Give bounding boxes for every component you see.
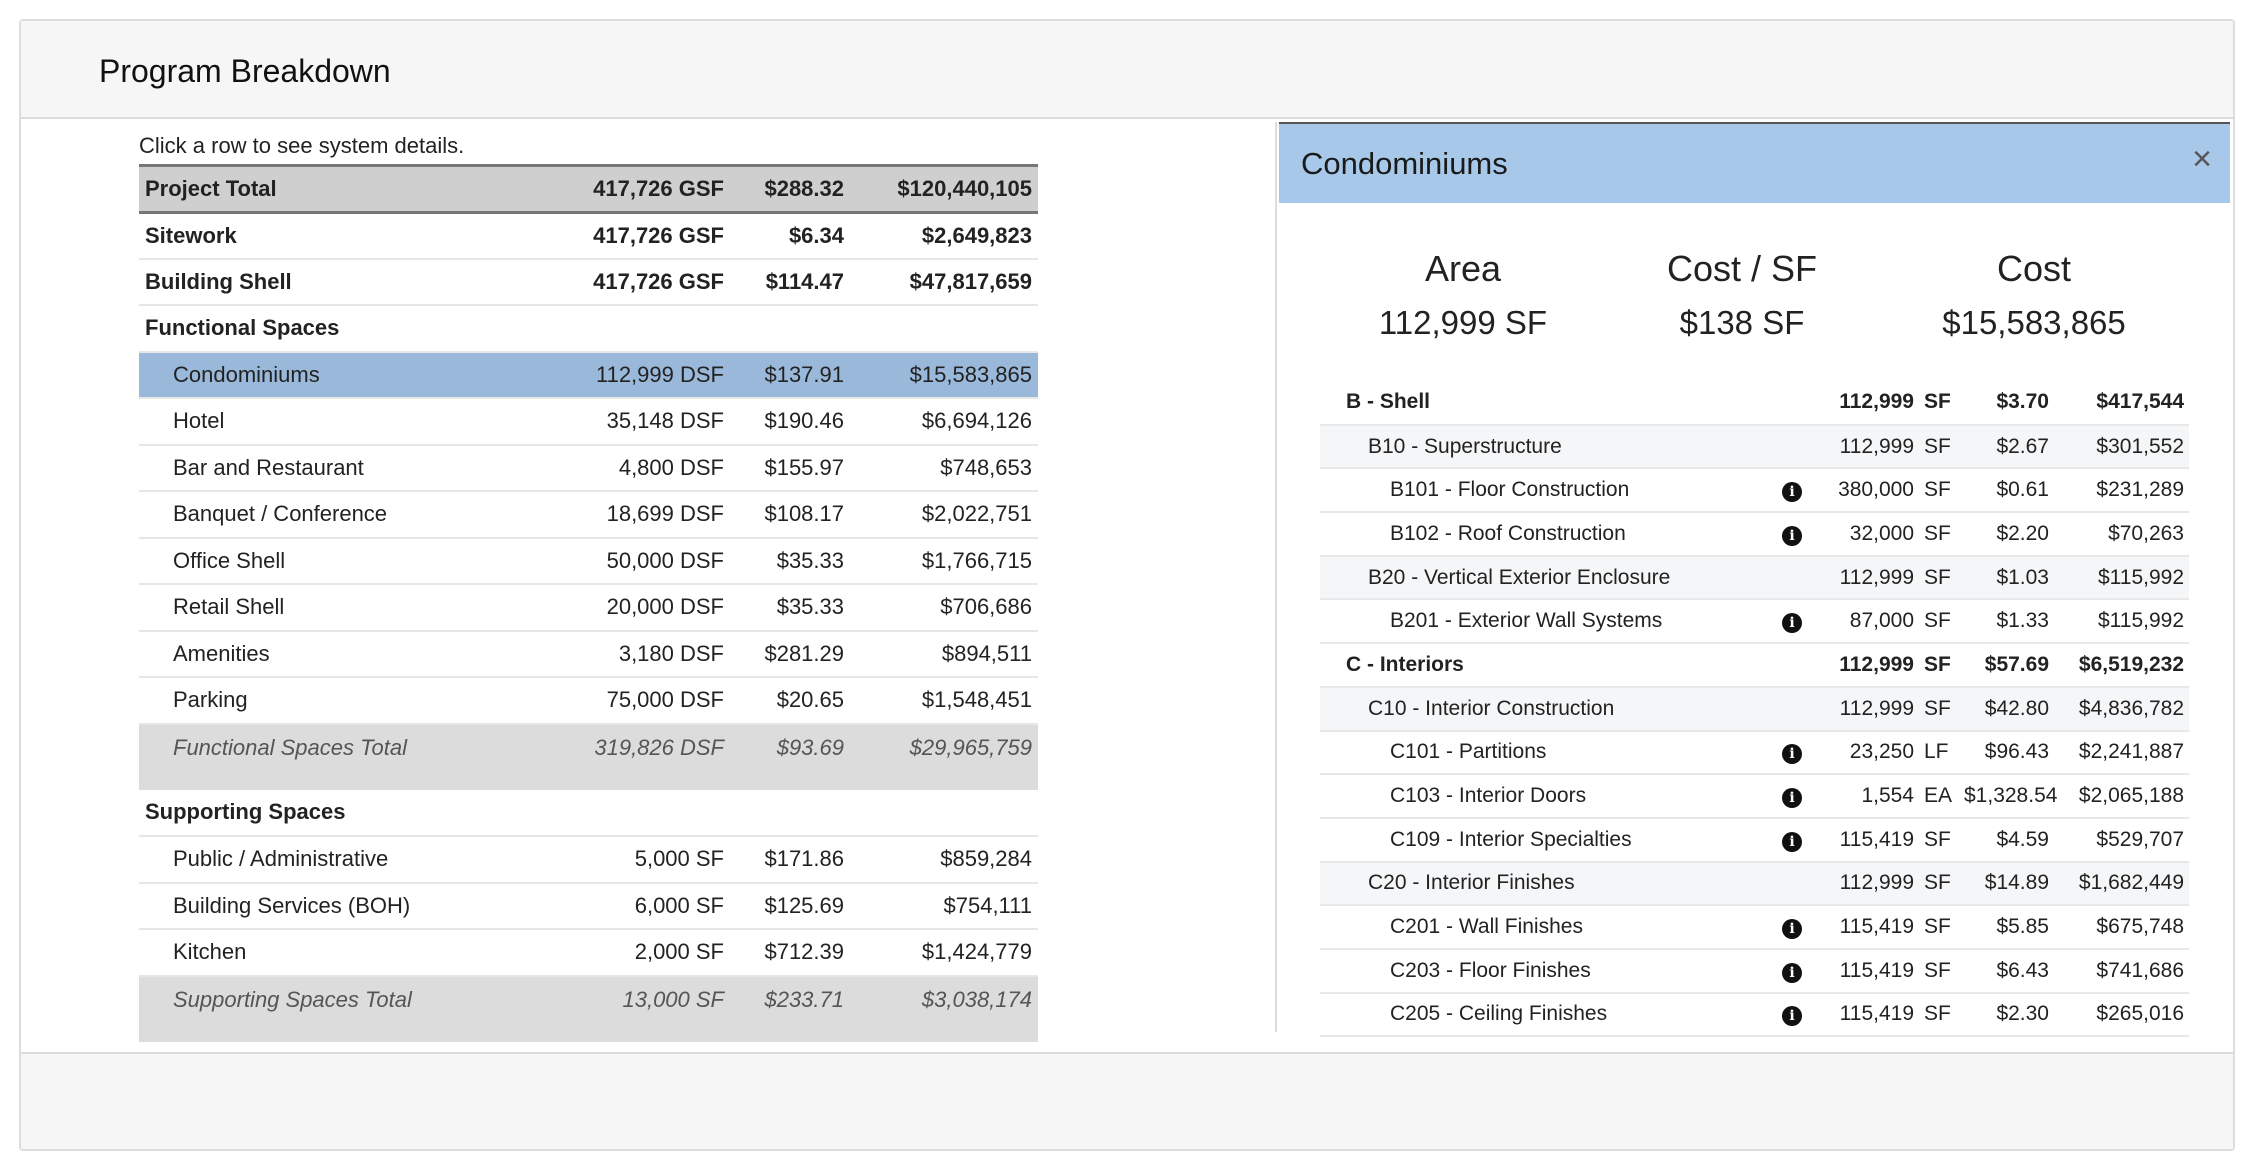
cell-cost: $2,649,823 xyxy=(850,212,1038,259)
cell-cpsf: $2.30 xyxy=(1959,993,2054,1037)
system-row[interactable] xyxy=(1320,687,2189,731)
cell-name: C10 - Interior Construction xyxy=(1320,687,1777,731)
cell-cost: $417,544 xyxy=(2054,381,2189,425)
cell-cpsf: $57.69 xyxy=(1959,643,2054,687)
cell-qty: 380,000 xyxy=(1809,468,1919,512)
cell-area: 319,826 DSF xyxy=(574,724,730,790)
cell-area: 4,800 DSF xyxy=(574,445,730,492)
cell-area: 3,180 DSF xyxy=(574,631,730,678)
summary-area xyxy=(1313,248,1613,342)
info-icon[interactable]: i xyxy=(1782,919,1802,939)
cell-unit: EA xyxy=(1919,774,1959,818)
cell-cost: $894,511 xyxy=(850,631,1038,678)
table-row[interactable] xyxy=(139,398,1038,445)
cell-cost: $741,686 xyxy=(2054,949,2189,993)
cell-cost: $29,965,759 xyxy=(850,724,1038,790)
cell-info xyxy=(1777,381,1809,425)
cell-label: Amenities xyxy=(139,631,574,678)
cell-cpsf: $4.59 xyxy=(1959,818,2054,862)
cell-cost: $115,992 xyxy=(2054,599,2189,643)
cell-cost: $1,424,779 xyxy=(850,929,1038,976)
cell-qty: 1,554 xyxy=(1809,774,1919,818)
summary-cost xyxy=(1884,248,2184,342)
cell-name: C103 - Interior Doors xyxy=(1320,774,1777,818)
cell-label: Parking xyxy=(139,677,574,724)
info-icon[interactable]: i xyxy=(1782,832,1802,852)
section-header-functional xyxy=(139,305,1038,352)
cell-info xyxy=(1777,599,1809,643)
cell-info xyxy=(1777,774,1809,818)
card-header xyxy=(21,21,2233,119)
table-row[interactable] xyxy=(139,212,1038,259)
cell-qty: 32,000 xyxy=(1809,512,1919,556)
cell-unit: SF xyxy=(1919,993,1959,1037)
cell-cpsf: $288.32 xyxy=(730,166,850,213)
cell-unit: SF xyxy=(1919,949,1959,993)
cell-qty: 23,250 xyxy=(1809,731,1919,775)
system-row[interactable] xyxy=(1320,774,2189,818)
cell-cost: $6,694,126 xyxy=(850,398,1038,445)
cell-cost: $1,766,715 xyxy=(850,538,1038,585)
system-row[interactable] xyxy=(1320,556,2189,600)
cell-cpsf: $2.20 xyxy=(1959,512,2054,556)
cell-cpsf: $5.85 xyxy=(1959,905,2054,949)
info-icon[interactable]: i xyxy=(1782,788,1802,808)
cell-label: Condominiums xyxy=(139,352,574,399)
system-row[interactable] xyxy=(1320,599,2189,643)
cell-info xyxy=(1777,818,1809,862)
cell-area: 2,000 SF xyxy=(574,929,730,976)
cell-cpsf: $3.70 xyxy=(1959,381,2054,425)
cell-cost: $2,022,751 xyxy=(850,491,1038,538)
cell-name: C205 - Ceiling Finishes xyxy=(1320,993,1777,1037)
cell-label: Building Shell xyxy=(139,259,574,306)
cell-cpsf: $35.33 xyxy=(730,584,850,631)
cell-cpsf: $96.43 xyxy=(1959,731,2054,775)
cell-label: Sitework xyxy=(139,212,574,259)
card-footer xyxy=(21,1052,2233,1149)
table-row[interactable] xyxy=(139,352,1038,399)
cell-cost: $754,111 xyxy=(850,883,1038,930)
cell-label: Building Services (BOH) xyxy=(139,883,574,930)
system-row[interactable] xyxy=(1320,949,2189,993)
system-row[interactable] xyxy=(1320,643,2189,687)
table-row[interactable] xyxy=(139,631,1038,678)
cell-name: B102 - Roof Construction xyxy=(1320,512,1777,556)
cell-cpsf: $155.97 xyxy=(730,445,850,492)
cell-cost: $115,992 xyxy=(2054,556,2189,600)
cell-name: C - Interiors xyxy=(1320,643,1777,687)
cell-label: Retail Shell xyxy=(139,584,574,631)
table-row[interactable] xyxy=(139,929,1038,976)
cell-unit: SF xyxy=(1919,556,1959,600)
system-row[interactable] xyxy=(1320,512,2189,556)
system-details-table xyxy=(1320,381,2189,1037)
cell-info xyxy=(1777,643,1809,687)
summary-label: Cost / SF xyxy=(1666,248,1818,289)
cell-unit: SF xyxy=(1919,468,1959,512)
cell-name: B20 - Vertical Exterior Enclosure xyxy=(1320,556,1777,600)
cell-info xyxy=(1777,862,1809,906)
info-icon[interactable]: i xyxy=(1782,963,1802,983)
cell-name: B - Shell xyxy=(1320,381,1777,425)
table-row[interactable] xyxy=(139,538,1038,585)
cell-info xyxy=(1777,731,1809,775)
cell-cost: $4,836,782 xyxy=(2054,687,2189,731)
cell-unit: SF xyxy=(1919,381,1959,425)
info-icon[interactable]: i xyxy=(1782,744,1802,764)
cell-cpsf: $42.80 xyxy=(1959,687,2054,731)
cell-unit: SF xyxy=(1919,643,1959,687)
cell-cost: $1,548,451 xyxy=(850,677,1038,724)
cell-name: B10 - Superstructure xyxy=(1320,425,1777,469)
cell-unit: SF xyxy=(1919,687,1959,731)
cell-cpsf: $93.69 xyxy=(730,724,850,790)
system-row[interactable] xyxy=(1320,381,2189,425)
cell-area: 50,000 DSF xyxy=(574,538,730,585)
table-row[interactable] xyxy=(139,445,1038,492)
cell-cpsf: $1,328.54 xyxy=(1959,774,2054,818)
cell-cost: $859,284 xyxy=(850,836,1038,883)
cell-qty: 112,999 xyxy=(1809,643,1919,687)
cell-qty: 115,419 xyxy=(1809,905,1919,949)
cell-cost: $2,241,887 xyxy=(2054,731,2189,775)
cell-name: C203 - Floor Finishes xyxy=(1320,949,1777,993)
cell-name: C101 - Partitions xyxy=(1320,731,1777,775)
table-row[interactable] xyxy=(139,836,1038,883)
cell-area: 5,000 SF xyxy=(574,836,730,883)
cell-cost: $47,817,659 xyxy=(850,259,1038,306)
page-title: Program Breakdown xyxy=(99,53,391,89)
cell-label: Bar and Restaurant xyxy=(139,445,574,492)
supporting-total-row xyxy=(139,976,1038,1042)
system-row[interactable] xyxy=(1320,425,2189,469)
info-icon[interactable]: i xyxy=(1782,613,1802,633)
cell-cost: $15,583,865 xyxy=(850,352,1038,399)
cell-cost: $265,016 xyxy=(2054,993,2189,1037)
close-icon[interactable]: × xyxy=(2192,140,2212,178)
system-row[interactable] xyxy=(1320,731,2189,775)
cell-cpsf: $114.47 xyxy=(730,259,850,306)
cell-cost: $70,263 xyxy=(2054,512,2189,556)
cell-label: Kitchen xyxy=(139,929,574,976)
cell-qty: 112,999 xyxy=(1809,862,1919,906)
cell-cost: $6,519,232 xyxy=(2054,643,2189,687)
info-icon[interactable]: i xyxy=(1782,526,1802,546)
cell-unit: SF xyxy=(1919,599,1959,643)
cell-area: 20,000 DSF xyxy=(574,584,730,631)
cell-label: Project Total xyxy=(139,166,574,213)
cell-label: Office Shell xyxy=(139,538,574,585)
summary-value: $15,583,865 xyxy=(1942,304,2126,341)
cell-cost: $2,065,188 xyxy=(2054,774,2189,818)
cell-name: C109 - Interior Specialties xyxy=(1320,818,1777,862)
cell-info xyxy=(1777,556,1809,600)
cell-cpsf: $712.39 xyxy=(730,929,850,976)
system-row[interactable] xyxy=(1320,905,2189,949)
cell-label: Functional Spaces Total xyxy=(139,724,574,790)
cell-area: 35,148 DSF xyxy=(574,398,730,445)
cell-info xyxy=(1777,468,1809,512)
cell-unit: SF xyxy=(1919,905,1959,949)
cell-info xyxy=(1777,425,1809,469)
project-total-row xyxy=(139,166,1038,213)
cell-qty: 112,999 xyxy=(1809,381,1919,425)
cell-cpsf: $14.89 xyxy=(1959,862,2054,906)
cell-cost: $706,686 xyxy=(850,584,1038,631)
system-row[interactable] xyxy=(1320,993,2189,1037)
info-icon[interactable]: i xyxy=(1782,1006,1802,1026)
cell-cpsf: $20.65 xyxy=(730,677,850,724)
section-header-supporting xyxy=(139,790,1038,837)
panel-header xyxy=(1279,122,2230,203)
cell-cpsf: $233.71 xyxy=(730,976,850,1042)
cell-name: B201 - Exterior Wall Systems xyxy=(1320,599,1777,643)
cell-area: 417,726 GSF xyxy=(574,259,730,306)
cell-cpsf: $0.61 xyxy=(1959,468,2054,512)
cell-qty: 112,999 xyxy=(1809,556,1919,600)
cell-unit: SF xyxy=(1919,425,1959,469)
cell-info xyxy=(1777,949,1809,993)
cell-cpsf: $6.43 xyxy=(1959,949,2054,993)
cell-qty: 112,999 xyxy=(1809,687,1919,731)
system-row[interactable] xyxy=(1320,818,2189,862)
cell-label: Public / Administrative xyxy=(139,836,574,883)
cell-qty: 87,000 xyxy=(1809,599,1919,643)
cell-unit: SF xyxy=(1919,818,1959,862)
summary-label: Area xyxy=(1424,248,1502,289)
cell-cost: $675,748 xyxy=(2054,905,2189,949)
table-row[interactable] xyxy=(139,491,1038,538)
cell-name: C201 - Wall Finishes xyxy=(1320,905,1777,949)
cell-info xyxy=(1777,993,1809,1037)
cell-label: Banquet / Conference xyxy=(139,491,574,538)
system-row[interactable] xyxy=(1320,468,2189,512)
cell-area: 112,999 DSF xyxy=(574,352,730,399)
panel-title: Condominiums xyxy=(1301,146,1508,181)
cell-cost: $231,289 xyxy=(2054,468,2189,512)
cell-cpsf: $1.03 xyxy=(1959,556,2054,600)
cell-area: 18,699 DSF xyxy=(574,491,730,538)
cell-cpsf: $6.34 xyxy=(730,212,850,259)
cell-info xyxy=(1777,905,1809,949)
cell-cost: $3,038,174 xyxy=(850,976,1038,1042)
table-row[interactable] xyxy=(139,677,1038,724)
cell-unit: LF xyxy=(1919,731,1959,775)
summary-value: $138 SF xyxy=(1679,304,1805,341)
functional-total-row xyxy=(139,724,1038,790)
cell-qty: 115,419 xyxy=(1809,949,1919,993)
cell-unit: SF xyxy=(1919,512,1959,556)
cell-name: B101 - Floor Construction xyxy=(1320,468,1777,512)
table-row[interactable] xyxy=(139,584,1038,631)
cell-cpsf: $190.46 xyxy=(730,398,850,445)
cell-qty: 112,999 xyxy=(1809,425,1919,469)
cell-qty: 115,419 xyxy=(1809,818,1919,862)
cell-cpsf: $2.67 xyxy=(1959,425,2054,469)
cell-cpsf: $137.91 xyxy=(730,352,850,399)
section-label: Supporting Spaces xyxy=(139,790,1038,837)
cell-cost: $748,653 xyxy=(850,445,1038,492)
cell-unit: SF xyxy=(1919,862,1959,906)
table-row[interactable] xyxy=(139,259,1038,306)
cell-cpsf: $108.17 xyxy=(730,491,850,538)
cell-area: 417,726 GSF xyxy=(574,166,730,213)
info-icon[interactable]: i xyxy=(1782,482,1802,502)
cell-info xyxy=(1777,687,1809,731)
cell-area: 75,000 DSF xyxy=(574,677,730,724)
cell-cost: $301,552 xyxy=(2054,425,2189,469)
cell-cpsf: $171.86 xyxy=(730,836,850,883)
cell-qty: 115,419 xyxy=(1809,993,1919,1037)
cell-area: 417,726 GSF xyxy=(574,212,730,259)
table-row[interactable] xyxy=(139,883,1038,930)
cell-cost: $1,682,449 xyxy=(2054,862,2189,906)
cell-cpsf: $1.33 xyxy=(1959,599,2054,643)
summary-label: Cost xyxy=(1996,248,2072,289)
section-label: Functional Spaces xyxy=(139,305,1038,352)
cell-label: Hotel xyxy=(139,398,574,445)
cell-cpsf: $35.33 xyxy=(730,538,850,585)
cell-cost: $120,440,105 xyxy=(850,166,1038,213)
cell-info xyxy=(1777,512,1809,556)
cell-cost: $529,707 xyxy=(2054,818,2189,862)
summary-cost-per-sf xyxy=(1592,248,1892,342)
cell-cpsf: $125.69 xyxy=(730,883,850,930)
summary-value: 112,999 SF xyxy=(1378,304,1548,341)
hint-text: Click a row to see system details. xyxy=(139,133,465,158)
cell-area: 6,000 SF xyxy=(574,883,730,930)
cell-name: C20 - Interior Finishes xyxy=(1320,862,1777,906)
program-table xyxy=(139,164,1038,1042)
cell-label: Supporting Spaces Total xyxy=(139,976,574,1042)
system-row[interactable] xyxy=(1320,862,2189,906)
cell-area: 13,000 SF xyxy=(574,976,730,1042)
cell-cpsf: $281.29 xyxy=(730,631,850,678)
